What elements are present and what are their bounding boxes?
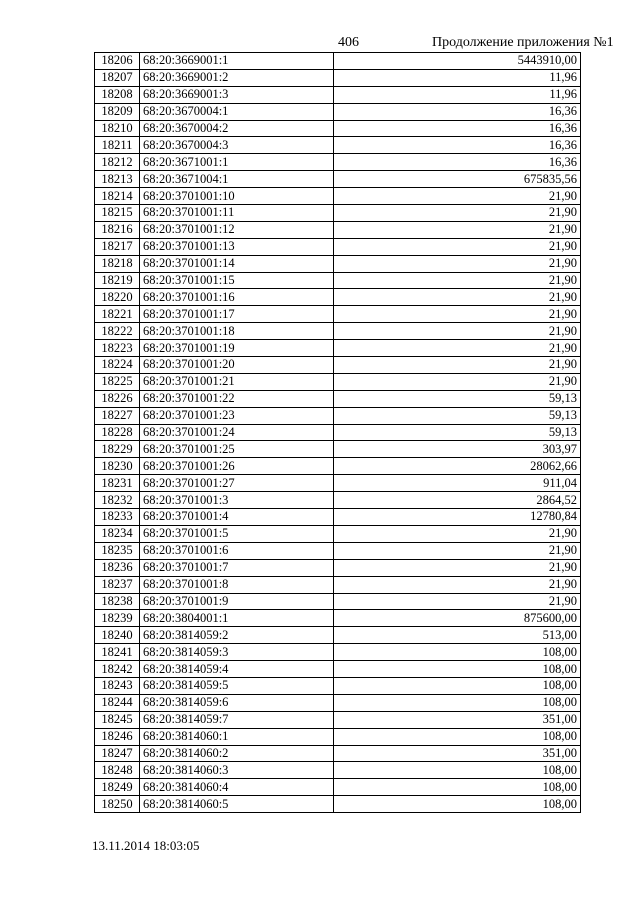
- cadastral-value: 108,00: [334, 694, 581, 711]
- registry-table: [94, 52, 581, 813]
- cadastral-value: 12780,84: [334, 509, 581, 526]
- cadastral-number: 68:20:3814059:6: [140, 694, 334, 711]
- table-row: [95, 238, 581, 255]
- cadastral-number: 68:20:3814060:1: [140, 728, 334, 745]
- row-number: 18230: [95, 458, 140, 475]
- row-number: 18206: [95, 53, 140, 70]
- cadastral-value: 21,90: [334, 542, 581, 559]
- row-number: 18220: [95, 289, 140, 306]
- cadastral-value: 108,00: [334, 644, 581, 661]
- table-row: [95, 610, 581, 627]
- cadastral-number: 68:20:3701001:12: [140, 221, 334, 238]
- table-row: [95, 509, 581, 526]
- cadastral-value: 675835,56: [334, 171, 581, 188]
- row-number: 18245: [95, 711, 140, 728]
- row-number: 18217: [95, 238, 140, 255]
- cadastral-value: 21,90: [334, 576, 581, 593]
- cadastral-number: 68:20:3670004:2: [140, 120, 334, 137]
- table-row: [95, 441, 581, 458]
- cadastral-number: 68:20:3671001:1: [140, 154, 334, 171]
- row-number: 18239: [95, 610, 140, 627]
- table-row: [95, 677, 581, 694]
- row-number: 18247: [95, 745, 140, 762]
- table-row: [95, 154, 581, 171]
- cadastral-number: 68:20:3814059:3: [140, 644, 334, 661]
- cadastral-value: 16,36: [334, 154, 581, 171]
- row-number: 18243: [95, 677, 140, 694]
- cadastral-number: 68:20:3671004:1: [140, 171, 334, 188]
- table-row: [95, 390, 581, 407]
- table-row: [95, 424, 581, 441]
- cadastral-value: 59,13: [334, 424, 581, 441]
- row-number: 18250: [95, 796, 140, 813]
- row-number: 18218: [95, 255, 140, 272]
- cadastral-number: 68:20:3701001:16: [140, 289, 334, 306]
- cadastral-number: 68:20:3701001:9: [140, 593, 334, 610]
- table-row: [95, 103, 581, 120]
- row-number: 18249: [95, 779, 140, 796]
- row-number: 18233: [95, 509, 140, 526]
- cadastral-number: 68:20:3701001:17: [140, 306, 334, 323]
- row-number: 18210: [95, 120, 140, 137]
- table-row: [95, 289, 581, 306]
- cadastral-value: 21,90: [334, 221, 581, 238]
- row-number: 18228: [95, 424, 140, 441]
- row-number: 18242: [95, 661, 140, 678]
- cadastral-number: 68:20:3701001:20: [140, 357, 334, 374]
- row-number: 18246: [95, 728, 140, 745]
- cadastral-value: 108,00: [334, 728, 581, 745]
- table-body: [95, 53, 581, 813]
- cadastral-number: 68:20:3670004:3: [140, 137, 334, 154]
- table-row: [95, 407, 581, 424]
- cadastral-number: 68:20:3701001:25: [140, 441, 334, 458]
- page-number: 406: [338, 35, 359, 50]
- cadastral-value: 16,36: [334, 120, 581, 137]
- cadastral-value: 108,00: [334, 779, 581, 796]
- row-number: 18237: [95, 576, 140, 593]
- row-number: 18235: [95, 542, 140, 559]
- cadastral-number: 68:20:3669001:1: [140, 53, 334, 70]
- table-row: [95, 205, 581, 222]
- table-row: [95, 323, 581, 340]
- cadastral-value: 21,90: [334, 323, 581, 340]
- row-number: 18221: [95, 306, 140, 323]
- cadastral-value: 21,90: [334, 205, 581, 222]
- cadastral-number: 68:20:3814060:4: [140, 779, 334, 796]
- table-row: [95, 475, 581, 492]
- cadastral-number: 68:20:3814059:2: [140, 627, 334, 644]
- row-number: 18227: [95, 407, 140, 424]
- row-number: 18226: [95, 390, 140, 407]
- cadastral-number: 68:20:3669001:3: [140, 86, 334, 103]
- cadastral-value: 911,04: [334, 475, 581, 492]
- row-number: 18213: [95, 171, 140, 188]
- table-row: [95, 357, 581, 374]
- cadastral-value: 16,36: [334, 137, 581, 154]
- table-row: [95, 188, 581, 205]
- cadastral-value: 2864,52: [334, 492, 581, 509]
- table-row: [95, 694, 581, 711]
- cadastral-number: 68:20:3701001:15: [140, 272, 334, 289]
- cadastral-value: 11,96: [334, 86, 581, 103]
- cadastral-value: 5443910,00: [334, 53, 581, 70]
- cadastral-number: 68:20:3701001:3: [140, 492, 334, 509]
- cadastral-value: 21,90: [334, 373, 581, 390]
- row-number: 18236: [95, 559, 140, 576]
- table-row: [95, 69, 581, 86]
- cadastral-number: 68:20:3670004:1: [140, 103, 334, 120]
- cadastral-value: 16,36: [334, 103, 581, 120]
- cadastral-value: 108,00: [334, 762, 581, 779]
- row-number: 18207: [95, 69, 140, 86]
- cadastral-value: 21,90: [334, 525, 581, 542]
- row-number: 18229: [95, 441, 140, 458]
- table-row: [95, 340, 581, 357]
- cadastral-number: 68:20:3701001:5: [140, 525, 334, 542]
- cadastral-value: 21,90: [334, 593, 581, 610]
- row-number: 18248: [95, 762, 140, 779]
- cadastral-number: 68:20:3701001:4: [140, 509, 334, 526]
- row-number: 18208: [95, 86, 140, 103]
- table-row: [95, 745, 581, 762]
- cadastral-number: 68:20:3814059:4: [140, 661, 334, 678]
- table-row: [95, 762, 581, 779]
- cadastral-value: 351,00: [334, 711, 581, 728]
- table-row: [95, 86, 581, 103]
- cadastral-number: 68:20:3701001:27: [140, 475, 334, 492]
- table-row: [95, 728, 581, 745]
- row-number: 18214: [95, 188, 140, 205]
- cadastral-number: 68:20:3701001:19: [140, 340, 334, 357]
- row-number: 18211: [95, 137, 140, 154]
- table-row: [95, 171, 581, 188]
- table-row: [95, 644, 581, 661]
- cadastral-value: 21,90: [334, 188, 581, 205]
- table-row: [95, 53, 581, 70]
- table-row: [95, 559, 581, 576]
- cadastral-value: 21,90: [334, 357, 581, 374]
- cadastral-value: 108,00: [334, 677, 581, 694]
- table-row: [95, 779, 581, 796]
- print-timestamp: 13.11.2014 18:03:05: [92, 838, 200, 853]
- cadastral-number: 68:20:3701001:18: [140, 323, 334, 340]
- table-row: [95, 542, 581, 559]
- cadastral-value: 351,00: [334, 745, 581, 762]
- cadastral-number: 68:20:3814060:2: [140, 745, 334, 762]
- table-row: [95, 576, 581, 593]
- table-row: [95, 137, 581, 154]
- cadastral-number: 68:20:3701001:7: [140, 559, 334, 576]
- cadastral-number: 68:20:3814059:7: [140, 711, 334, 728]
- cadastral-value: 59,13: [334, 407, 581, 424]
- cadastral-value: 21,90: [334, 272, 581, 289]
- table-row: [95, 627, 581, 644]
- cadastral-value: 59,13: [334, 390, 581, 407]
- table-row: [95, 492, 581, 509]
- table-row: [95, 593, 581, 610]
- row-number: 18244: [95, 694, 140, 711]
- appendix-title: Продолжение приложения №1: [432, 35, 614, 50]
- cadastral-value: 108,00: [334, 796, 581, 813]
- cadastral-number: 68:20:3701001:10: [140, 188, 334, 205]
- row-number: 18219: [95, 272, 140, 289]
- cadastral-number: 68:20:3701001:26: [140, 458, 334, 475]
- cadastral-number: 68:20:3814060:5: [140, 796, 334, 813]
- cadastral-number: 68:20:3701001:24: [140, 424, 334, 441]
- cadastral-value: 21,90: [334, 340, 581, 357]
- table-row: [95, 306, 581, 323]
- table-row: [95, 525, 581, 542]
- cadastral-value: 21,90: [334, 238, 581, 255]
- row-number: 18240: [95, 627, 140, 644]
- row-number: 18232: [95, 492, 140, 509]
- cadastral-number: 68:20:3814060:3: [140, 762, 334, 779]
- row-number: 18223: [95, 340, 140, 357]
- row-number: 18222: [95, 323, 140, 340]
- cadastral-number: 68:20:3701001:6: [140, 542, 334, 559]
- row-number: 18231: [95, 475, 140, 492]
- table-row: [95, 221, 581, 238]
- cadastral-value: 28062,66: [334, 458, 581, 475]
- row-number: 18212: [95, 154, 140, 171]
- cadastral-number: 68:20:3814059:5: [140, 677, 334, 694]
- row-number: 18216: [95, 221, 140, 238]
- cadastral-number: 68:20:3701001:11: [140, 205, 334, 222]
- row-number: 18234: [95, 525, 140, 542]
- cadastral-number: 68:20:3701001:22: [140, 390, 334, 407]
- cadastral-number: 68:20:3701001:21: [140, 373, 334, 390]
- cadastral-value: 108,00: [334, 661, 581, 678]
- row-number: 18225: [95, 373, 140, 390]
- row-number: 18224: [95, 357, 140, 374]
- table-row: [95, 120, 581, 137]
- cadastral-value: 875600,00: [334, 610, 581, 627]
- cadastral-number: 68:20:3804001:1: [140, 610, 334, 627]
- cadastral-value: 11,96: [334, 69, 581, 86]
- cadastral-value: 21,90: [334, 289, 581, 306]
- cadastral-number: 68:20:3701001:8: [140, 576, 334, 593]
- cadastral-value: 303,97: [334, 441, 581, 458]
- table-row: [95, 255, 581, 272]
- row-number: 18241: [95, 644, 140, 661]
- row-number: 18238: [95, 593, 140, 610]
- cadastral-number: 68:20:3701001:13: [140, 238, 334, 255]
- table-row: [95, 373, 581, 390]
- table-row: [95, 272, 581, 289]
- table-row: [95, 458, 581, 475]
- cadastral-number: 68:20:3701001:23: [140, 407, 334, 424]
- row-number: 18215: [95, 205, 140, 222]
- table-row: [95, 661, 581, 678]
- cadastral-value: 513,00: [334, 627, 581, 644]
- row-number: 18209: [95, 103, 140, 120]
- table-row: [95, 711, 581, 728]
- cadastral-number: 68:20:3701001:14: [140, 255, 334, 272]
- cadastral-number: 68:20:3669001:2: [140, 69, 334, 86]
- cadastral-value: 21,90: [334, 255, 581, 272]
- cadastral-value: 21,90: [334, 559, 581, 576]
- cadastral-value: 21,90: [334, 306, 581, 323]
- table-row: [95, 796, 581, 813]
